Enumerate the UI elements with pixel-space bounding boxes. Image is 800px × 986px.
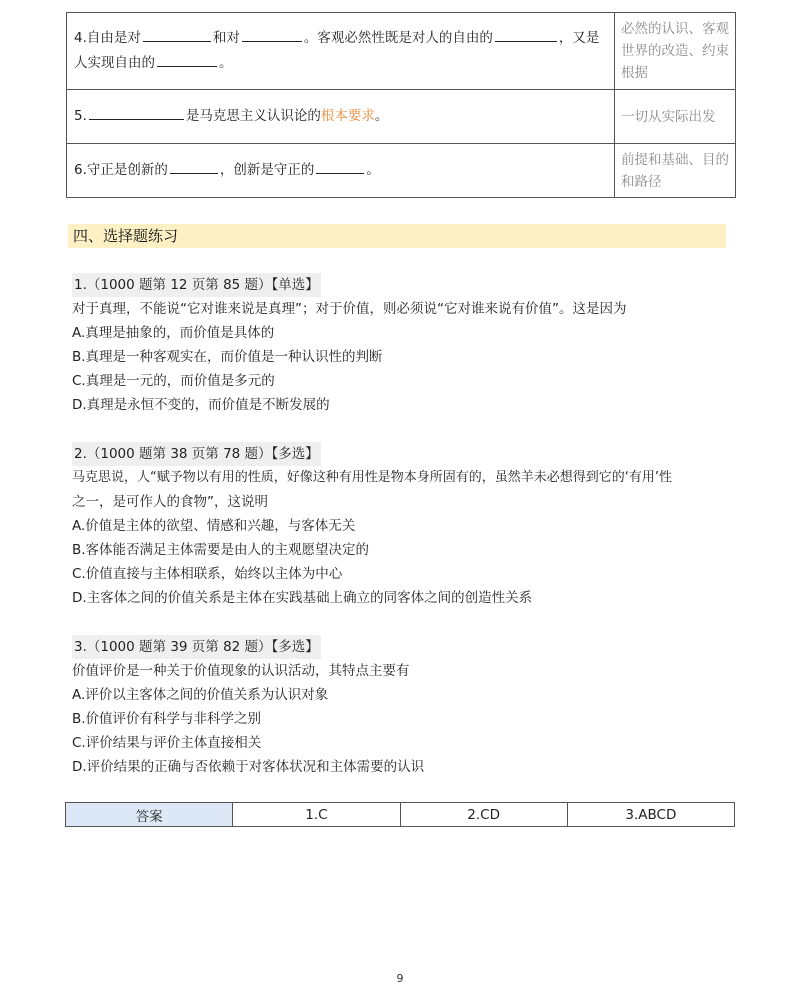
blank-line bbox=[495, 26, 557, 42]
page-number: 9 bbox=[396, 972, 404, 985]
answer-value: 2.CD bbox=[400, 803, 567, 827]
section-heading: 四、选择题练习 bbox=[68, 224, 726, 248]
question-cell: 5. 是马克思主义认识论的根本要求。 bbox=[67, 90, 615, 144]
question-block bbox=[72, 635, 732, 779]
option-d: D.真理是永恒不变的，而价值是不断发展的 bbox=[72, 397, 330, 413]
blank-line bbox=[170, 158, 218, 174]
question-stem: 对于真理，不能说“它对谁来说是真理”；对于价值，则必须说“它对谁来说有价值”。这是因为 bbox=[72, 301, 627, 317]
table-row bbox=[66, 803, 735, 827]
option-c: C.价值直接与主体相联系，始终以主体为中心 bbox=[72, 566, 343, 582]
option-a: A.价值是主体的欲望、情感和兴趣，与客体无关 bbox=[72, 518, 356, 534]
question-header: 3.（1000 题第 39 页第 82 题）【多选】 bbox=[72, 635, 321, 659]
table-row bbox=[67, 144, 736, 198]
option-a: A.评价以主客体之间的价值关系为认识对象 bbox=[72, 687, 329, 703]
fill-blank-table bbox=[66, 12, 736, 198]
answer-cell: 一切从实际出发 bbox=[615, 90, 736, 144]
question-cell: 4.自由是对 和对 。客观必然性既是对人的自由的 ，又是人实现自由的 。 bbox=[67, 13, 615, 90]
option-c: C.真理是一元的，而价值是多元的 bbox=[72, 373, 275, 389]
question-header: 1.（1000 题第 12 页第 85 题）【单选】 bbox=[72, 273, 321, 297]
question-header: 2.（1000 题第 38 页第 78 题）【多选】 bbox=[72, 442, 321, 466]
answer-label: 答案 bbox=[66, 803, 233, 827]
option-b: B.价值评价有科学与非科学之别 bbox=[72, 711, 262, 727]
blank-line bbox=[89, 104, 184, 120]
table-row bbox=[67, 13, 736, 90]
question-cell: 6.守正是创新的 ，创新是守正的 。 bbox=[67, 144, 615, 198]
option-b: B.客体能否满足主体需要是由人的主观愿望决定的 bbox=[72, 542, 370, 558]
blank-line bbox=[143, 26, 211, 42]
blank-line bbox=[316, 158, 364, 174]
answer-value: 1.C bbox=[233, 803, 400, 827]
option-d: D.主客体之间的价值关系是主体在实践基础上确立的同客体之间的创造性关系 bbox=[72, 590, 533, 606]
option-a: A.真理是抽象的，而价值是具体的 bbox=[72, 325, 275, 341]
blank-line bbox=[157, 51, 217, 67]
blank-line bbox=[242, 26, 302, 42]
highlight-text: 根本要求 bbox=[320, 108, 375, 124]
option-c: C.评价结果与评价主体直接相关 bbox=[72, 735, 262, 751]
question-stem: 价值评价是一种关于价值现象的认识活动，其特点主要有 bbox=[72, 663, 410, 679]
table-row bbox=[67, 90, 736, 144]
question-stem: 马克思说，人“赋予物以有用的性质，好像这种有用性是物本身所固有的，虽然羊未必想得到它的‘有用’性 bbox=[72, 470, 673, 485]
option-d: D.评价结果的正确与否依赖于对客体状况和主体需要的认识 bbox=[72, 759, 425, 775]
question-stem: 之一，是可作人的食物”，这说明 bbox=[72, 494, 268, 510]
answer-table bbox=[65, 802, 735, 827]
question-block bbox=[72, 442, 732, 610]
answer-cell: 前提和基础、目的和路径 bbox=[615, 144, 736, 198]
option-b: B.真理是一种客观实在，而价值是一种认识性的判断 bbox=[72, 349, 383, 365]
answer-cell: 必然的认识、客观世界的改造、约束根据 bbox=[615, 13, 736, 90]
answer-value: 3.ABCD bbox=[567, 803, 734, 827]
question-block bbox=[72, 273, 732, 417]
